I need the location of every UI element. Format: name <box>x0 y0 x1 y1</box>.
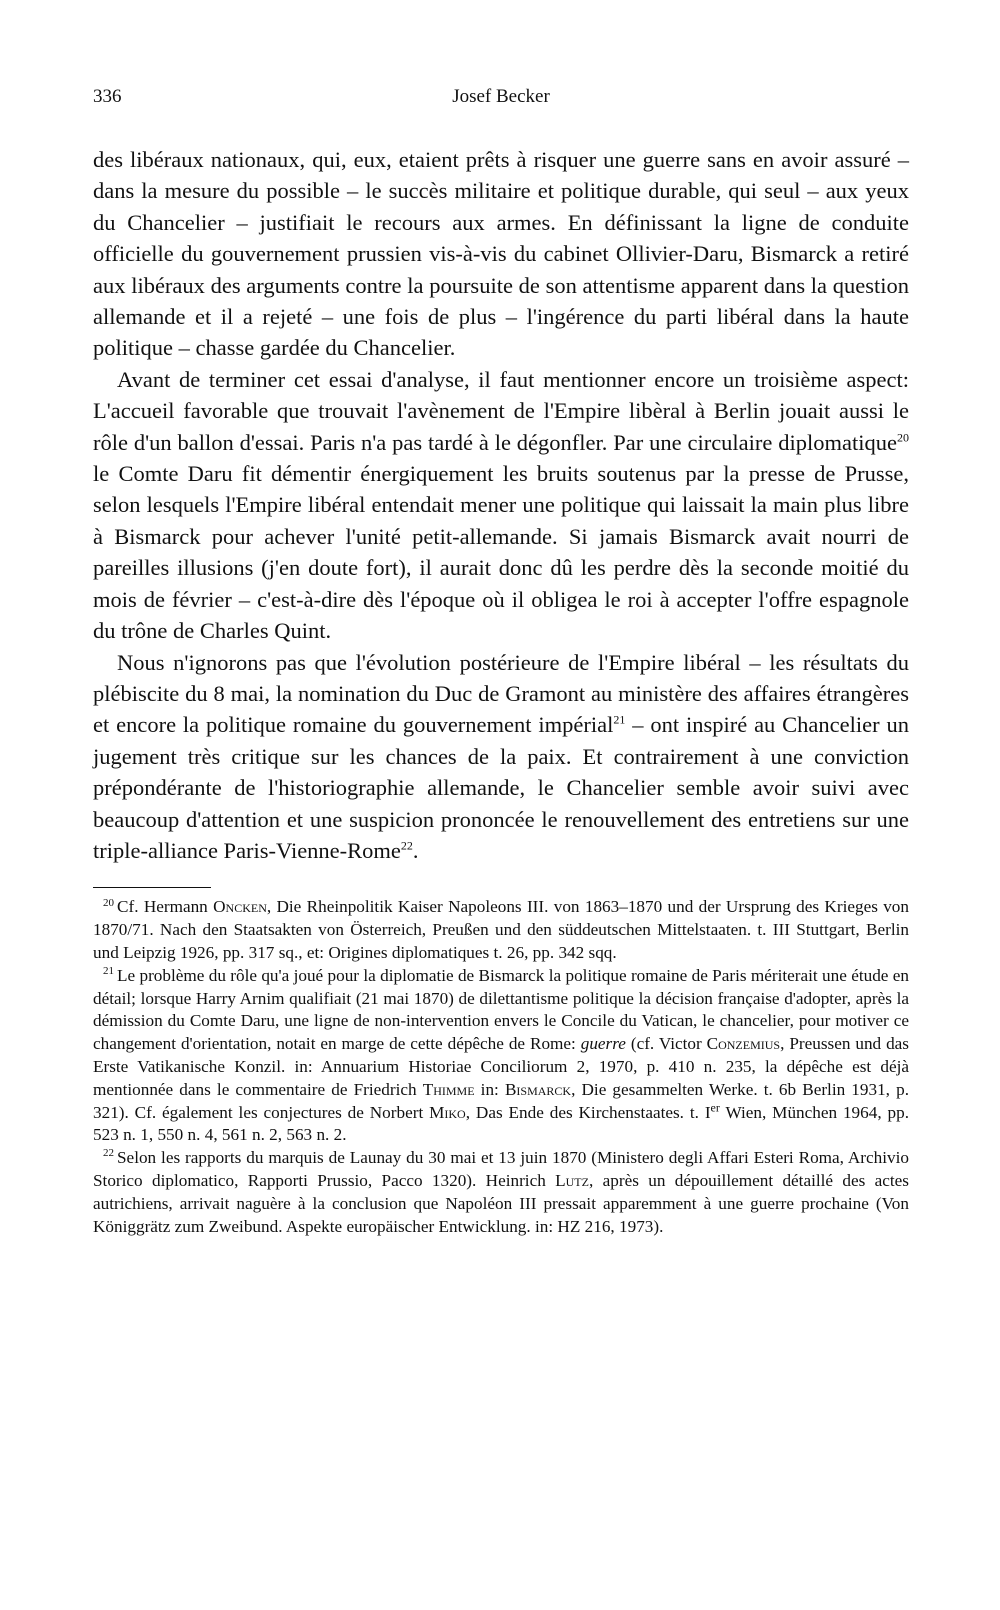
footnote-ref-20[interactable]: 20 <box>897 430 909 445</box>
author-name: Thimme <box>422 1079 475 1099</box>
paragraph-3 <box>93 647 909 867</box>
author-name: Conzemius <box>706 1034 781 1054</box>
footnote-text: in: <box>474 1079 505 1099</box>
footnote-marker: 21 <box>103 965 114 977</box>
footnote-text: , Preussen und das Erste Vatikanische Konzil. in: Annuarium Historiae Conciliorum 2, 1970, p. 410 n. 235, la dépêche est déjà mentionnée dans le commentaire de Friedrich <box>93 1034 909 1099</box>
italic-word: guerre <box>580 1034 626 1054</box>
paragraph-2-text-a: Avant de terminer cet essai d'analyse, il faut mentionner encore un troisième aspect: L'accueil favorable que trouvait l'avènement de l'Empire libèral à Berlin jouait aussi le rôle d'un ballon d'essai. Paris n'a pas tardé à le dégonfler. Par une circulaire diplomatique <box>93 366 909 455</box>
footnotes <box>93 896 909 1238</box>
footnote-ref-21[interactable]: 21 <box>613 712 626 727</box>
paragraph-2 <box>93 364 909 647</box>
main-text <box>93 144 909 866</box>
footnote-text: Selon les rapports du marquis de Launay du 30 mai et 13 juin 1870 (Ministero degli Affari Esteri Roma, Archivio Storico diplomatico, Rapporti Prussio, Pacco 1320). Heinrich <box>93 1148 909 1190</box>
running-head: Josef Becker <box>452 86 550 107</box>
page-number: 336 <box>93 86 122 107</box>
author-name: Bismarck <box>504 1079 572 1099</box>
paragraph-2-text-b: le Comte Daru fit démentir énergiquement les bruits soutenus par la presse de Prusse, selon lesquels l'Empire libéral entendait mener une politique qui laissait la main plus libre à Bismarck pour achever l'unité petit-allemande. Si jamais Bismarck avait nourri de pareilles illusions (j'en doute fort), il aurait donc dû les perdre dès la seconde moitié du mois de février – c'est-à-dire dès l'époque où il obligea le roi à accepter l'offre espagnole du trône de Charles Quint. <box>93 461 909 644</box>
page-header <box>93 86 909 120</box>
author-name: Miko <box>429 1102 466 1122</box>
paragraph-3-text-a: Nous n'ignorons pas que l'évolution postérieure de l'Empire libéral – les résultats du plébiscite du 8 mai, la nomination du Duc de Gramont au ministère des affaires étrangères et encore la politique romaine du gouvernement impérial <box>93 649 909 738</box>
ordinal-superscript: er <box>710 1099 720 1114</box>
footnote-text: (cf. Victor <box>625 1034 707 1054</box>
footnote-20 <box>93 896 909 964</box>
footnote-text: , Das Ende des Kirchenstaates. t. I <box>465 1102 711 1122</box>
footnote-text: Cf. Hermann <box>117 897 214 917</box>
footnote-separator <box>93 887 211 888</box>
paragraph-3-text-b: – ont inspiré au Chancelier un jugement très critique sur les chances de la paix. Et contrairement à une conviction prépondérante de l'historiographie allemande, le Chancelier semble avoir suivi avec beaucoup d'attention et une suspicion prononcée le renouvellement des entretiens sur une triple-alliance Paris-Vienne-Rome <box>93 712 909 863</box>
footnote-text: Wien, München 1964, pp. 523 n. 1, 550 n. 4, 561 n. 2, 563 n. 2. <box>93 1102 909 1145</box>
book-page <box>93 86 909 1238</box>
footnote-text: , Die Rheinpolitik Kaiser Napoleons III. von 1863–1870 und der Ursprung des Krieges von 1870/71. Nach den Staatsakten von Österreich, Preußen und den süddeutschen Mittelstaaten. t. III Stuttgart, Berlin und Leipzig 1926, pp. 317 sq., et: Origines diplomatiques t. 26, pp. 342 sqq. <box>93 897 909 962</box>
author-name: Oncken <box>213 897 267 917</box>
footnote-22 <box>93 1147 909 1238</box>
footnote-text: , Die gesammelten Werke. t. 6b Berlin 1931, p. 321). Cf. également les conjectures de Norbert <box>93 1079 909 1122</box>
footnote-marker: 20 <box>103 896 114 909</box>
footnote-marker: 22 <box>103 1147 114 1160</box>
paragraph-1: des libéraux nationaux, qui, eux, etaient prêts à risquer une guerre sans en avoir assuré – dans la mesure du possible – le succès militaire et politique durable, qui seul – aux yeux du Chancelier – justifiait le recours aux armes. En définissant la ligne de conduite officielle du gouvernement prussien vis-à-vis du cabinet Ollivier-Daru, Bismarck a retiré aux libéraux des arguments contre la poursuite de son attentisme apparent dans la question allemande et il a rejeté – une fois de plus – l'ingérence du parti libéral dans la haute politique – chasse gardée du Chancelier. <box>93 147 909 361</box>
footnote-text: , après un dépouillement détaillé des actes autrichiens, arrivait naguère à la conclusion que Napoléon III pressait apparemment à une guerre prochaine (Von Königgrätz zum Zweibund. Aspekte europäischer Entwicklung. in: HZ 216, 1973). <box>93 1170 909 1236</box>
footnote-21 <box>93 965 909 1147</box>
footnote-ref-22[interactable]: 22 <box>400 838 413 853</box>
paragraph-3-text-c: . <box>412 837 419 863</box>
footnote-text: Le problème du rôle qu'a joué pour la diplomatie de Bismarck la politique romaine de Paris mériterait une étude en détail; lorsque Harry Arnim qualifiait (21 mai 1870) de dilettantisme politique la décision française d'adopter, après la démission du Comte Daru, une ligne de non-intervention envers le Concile du Vatican, le chancelier, pour motiver ce changement d'orientation, notait en marge de cette dépêche de Rome: <box>93 965 909 1054</box>
author-name: Lutz <box>555 1170 589 1190</box>
